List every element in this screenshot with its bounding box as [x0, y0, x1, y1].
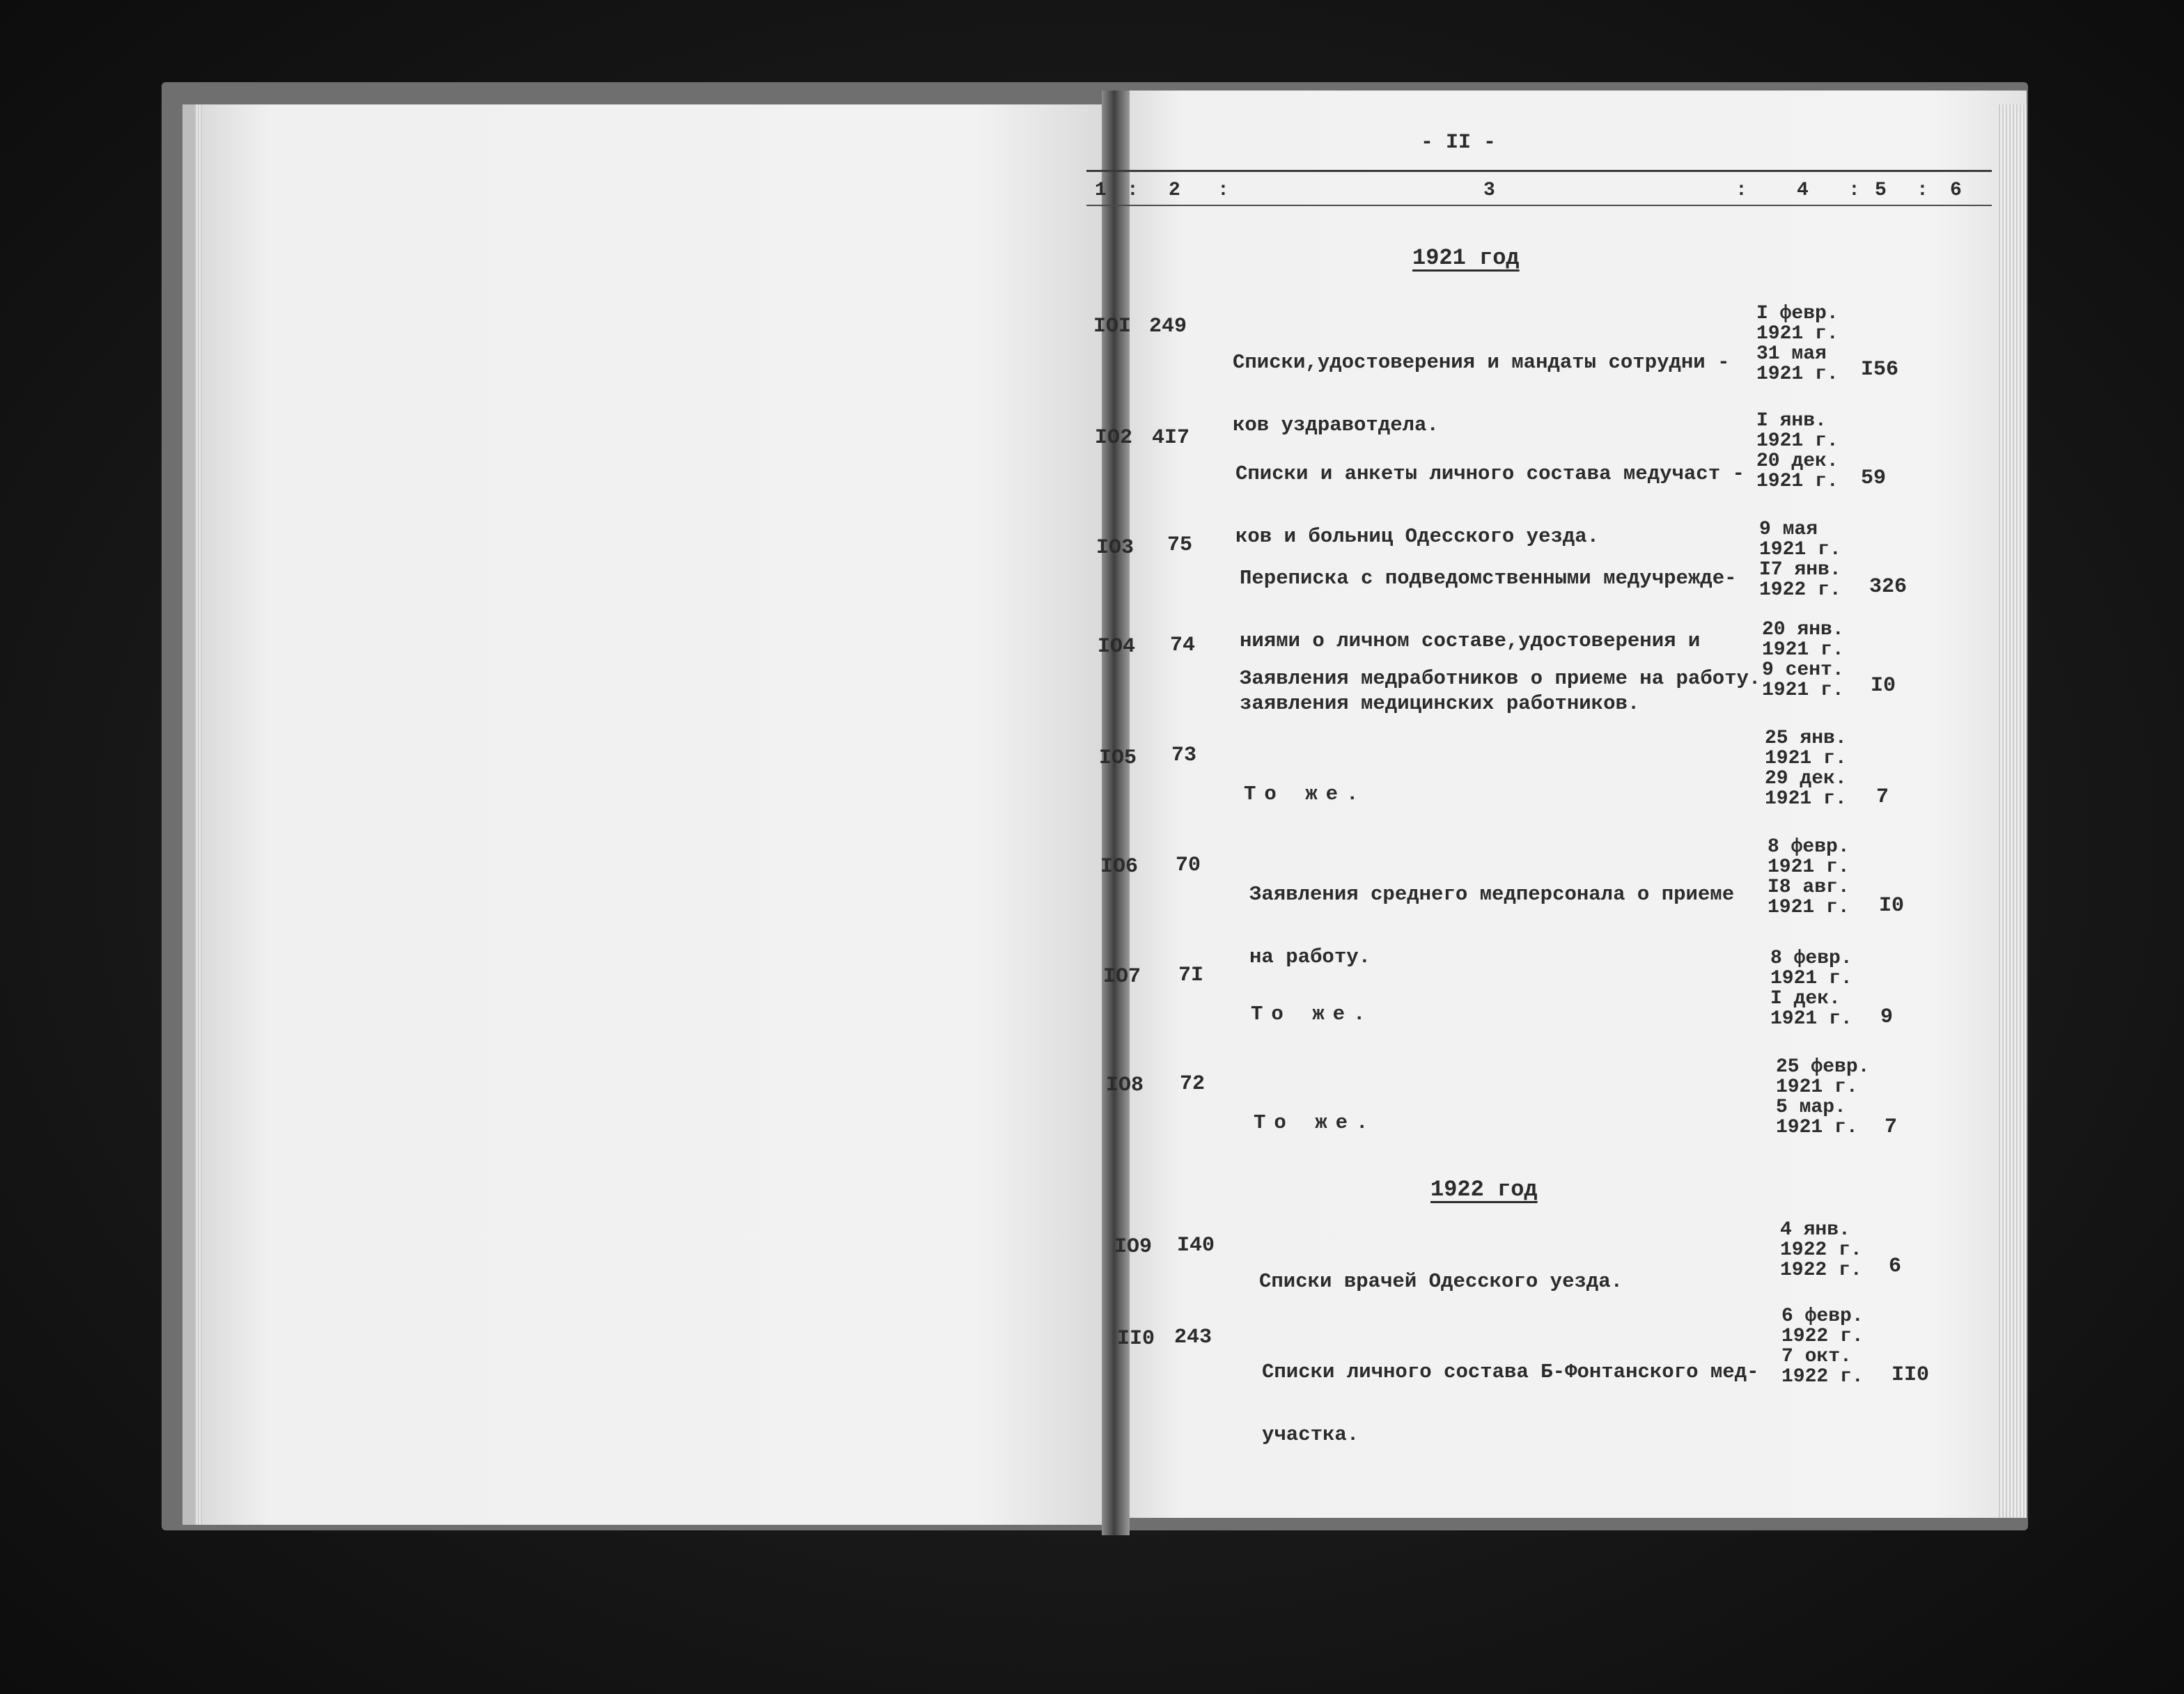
page-count-original: 7I: [1178, 964, 1204, 987]
date-line: 4 янв.: [1780, 1219, 1850, 1241]
date-line: 1921 г.: [1768, 856, 1850, 878]
date-line: 1922 г.: [1781, 1366, 1864, 1388]
date-line: 6 февр.: [1781, 1305, 1864, 1327]
date-range: [1768, 837, 1850, 918]
date-range: [1756, 304, 1839, 384]
item-description: [1244, 742, 1366, 826]
date-line: 1922 г.: [1780, 1239, 1862, 1261]
date-line: 1921 г.: [1756, 471, 1839, 492]
column-separator: :: [1217, 180, 1229, 201]
description-line: То же.: [1254, 1111, 1377, 1134]
date-line: 1921 г.: [1765, 788, 1847, 810]
column-separator: :: [1736, 180, 1747, 201]
date-line: 29 дек.: [1765, 768, 1847, 790]
date-line: 1921 г.: [1756, 323, 1839, 345]
description-line: заявления медицинских работников.: [1240, 692, 1640, 715]
date-line: 9 мая: [1759, 519, 1818, 540]
date-line: 25 янв.: [1765, 728, 1847, 749]
sheet-count: 9: [1880, 1005, 1894, 1029]
item-number: IO8: [1106, 1074, 1144, 1097]
date-range: [1780, 1220, 1862, 1280]
page-count-original: 4I7: [1152, 426, 1190, 450]
description-line: Списки врачей Одесского уезда.: [1259, 1270, 1623, 1293]
item-number: IO4: [1098, 635, 1136, 659]
description-line: То же.: [1251, 1003, 1374, 1026]
item-number: IOI: [1093, 315, 1132, 338]
left-page-edge: [195, 104, 202, 1525]
date-line: 1922 г.: [1781, 1326, 1864, 1347]
item-description: [1254, 1071, 1376, 1154]
description-line: ков уздравотдела.: [1233, 414, 1439, 437]
year-heading: 1922 год: [1430, 1177, 1538, 1202]
description-line: Списки и анкеты личного состава медучаст -: [1235, 462, 1745, 485]
date-line: 1921 г.: [1756, 430, 1839, 452]
description-line: Переписка с подведомственными медучрежде-: [1240, 567, 1737, 590]
page-count-original: 243: [1174, 1326, 1212, 1349]
date-range: [1781, 1306, 1864, 1387]
date-line: 1921 г.: [1770, 968, 1852, 989]
date-line: I8 авг.: [1768, 877, 1850, 898]
date-line: 20 дек.: [1756, 450, 1839, 472]
item-description: [1251, 962, 1373, 1046]
column-header-4: 4: [1797, 180, 1809, 201]
date-line: 8 февр.: [1768, 836, 1850, 858]
column-header-3: 3: [1483, 180, 1495, 201]
date-line: 7 окт.: [1781, 1346, 1852, 1367]
right-page-edge: [1999, 104, 2027, 1518]
date-line: 1921 г.: [1770, 1008, 1852, 1030]
column-header-6: 6: [1950, 180, 1962, 201]
date-line: 1921 г.: [1776, 1076, 1858, 1098]
description-line: ков и больниц Одесского уезда.: [1235, 525, 1600, 548]
item-number: IO7: [1103, 965, 1141, 989]
date-line: 1921 г.: [1762, 639, 1844, 661]
description-line: Заявления медработников о приеме на работу.: [1240, 667, 1761, 690]
header-rule-top: [1086, 170, 1992, 172]
date-range: [1776, 1057, 1869, 1138]
date-line: 1922 г.: [1780, 1260, 1862, 1281]
column-header-1: 1: [1095, 180, 1107, 201]
description-line: Заявления среднего медперсонала о приеме: [1249, 883, 1735, 906]
date-range: [1770, 948, 1852, 1029]
sheet-count: 7: [1885, 1115, 1898, 1139]
item-number: II0: [1117, 1327, 1155, 1351]
date-line: 1921 г.: [1776, 1117, 1858, 1138]
sheet-count: 7: [1876, 785, 1889, 809]
date-range: [1765, 728, 1847, 809]
page-count-original: 75: [1167, 533, 1193, 557]
page-count-original: I40: [1177, 1234, 1215, 1257]
column-separator: :: [1917, 180, 1928, 201]
column-header-2: 2: [1169, 180, 1180, 201]
date-line: 20 янв.: [1762, 619, 1844, 641]
date-range: [1759, 519, 1841, 600]
description-line: ниями о личном составе,удостоверения и: [1240, 629, 1701, 652]
date-line: 1921 г.: [1765, 748, 1847, 769]
column-separator: :: [1848, 180, 1860, 201]
item-number: IO3: [1096, 536, 1134, 560]
sheet-count: 6: [1889, 1255, 1902, 1278]
date-line: 1921 г.: [1759, 539, 1841, 560]
date-line: 5 мар.: [1776, 1097, 1846, 1118]
date-range: [1762, 620, 1844, 700]
column-separator: :: [1127, 180, 1139, 201]
page-count-original: 74: [1170, 634, 1196, 657]
page-count-original: 73: [1171, 744, 1197, 767]
date-line: 8 февр.: [1770, 948, 1852, 969]
date-line: I февр.: [1756, 303, 1839, 324]
item-number: IO2: [1095, 426, 1133, 450]
item-description: [1259, 1230, 1623, 1313]
date-line: 1921 г.: [1768, 897, 1850, 918]
page-count-original: 70: [1176, 854, 1201, 877]
date-range: [1756, 411, 1839, 492]
date-line: 1921 г.: [1762, 680, 1844, 701]
page-count-original: 72: [1180, 1072, 1206, 1096]
sheet-count: I56: [1861, 358, 1899, 382]
date-line: 1922 г.: [1759, 579, 1841, 601]
left-page-blank: [182, 104, 1114, 1525]
sheet-count: I0: [1879, 894, 1905, 918]
description-line: участка.: [1262, 1423, 1359, 1446]
header-rule-bottom: [1086, 205, 1992, 206]
sheet-count: 326: [1869, 575, 1908, 599]
column-header-5: 5: [1875, 180, 1887, 201]
item-number: IO6: [1100, 855, 1139, 879]
date-line: I янв.: [1756, 410, 1827, 432]
date-line: I7 янв.: [1759, 559, 1841, 581]
item-number: IO9: [1114, 1235, 1153, 1259]
date-line: 9 сент.: [1762, 659, 1844, 681]
date-line: I дек.: [1770, 988, 1841, 1010]
description-line: Списки,удостоверения и мандаты сотрудни -: [1233, 351, 1730, 374]
description-line: Списки личного состава Б-Фонтанского мед-: [1262, 1360, 1759, 1383]
page-number: - II -: [1421, 131, 1497, 155]
year-heading: 1921 год: [1412, 245, 1520, 271]
description-line: на работу.: [1249, 946, 1371, 968]
sheet-count: I0: [1871, 674, 1896, 698]
sheet-count: 59: [1861, 466, 1887, 490]
date-line: 25 февр.: [1776, 1056, 1870, 1078]
description-line: То же.: [1244, 783, 1367, 806]
date-line: 31 мая: [1756, 343, 1827, 365]
item-description: [1262, 1320, 1759, 1466]
page-count-original: 249: [1149, 315, 1187, 338]
book-spine: [1102, 91, 1130, 1535]
date-line: 1921 г.: [1756, 363, 1839, 385]
item-description: [1240, 627, 1761, 710]
item-number: IO5: [1099, 746, 1137, 770]
sheet-count: II0: [1892, 1363, 1930, 1387]
